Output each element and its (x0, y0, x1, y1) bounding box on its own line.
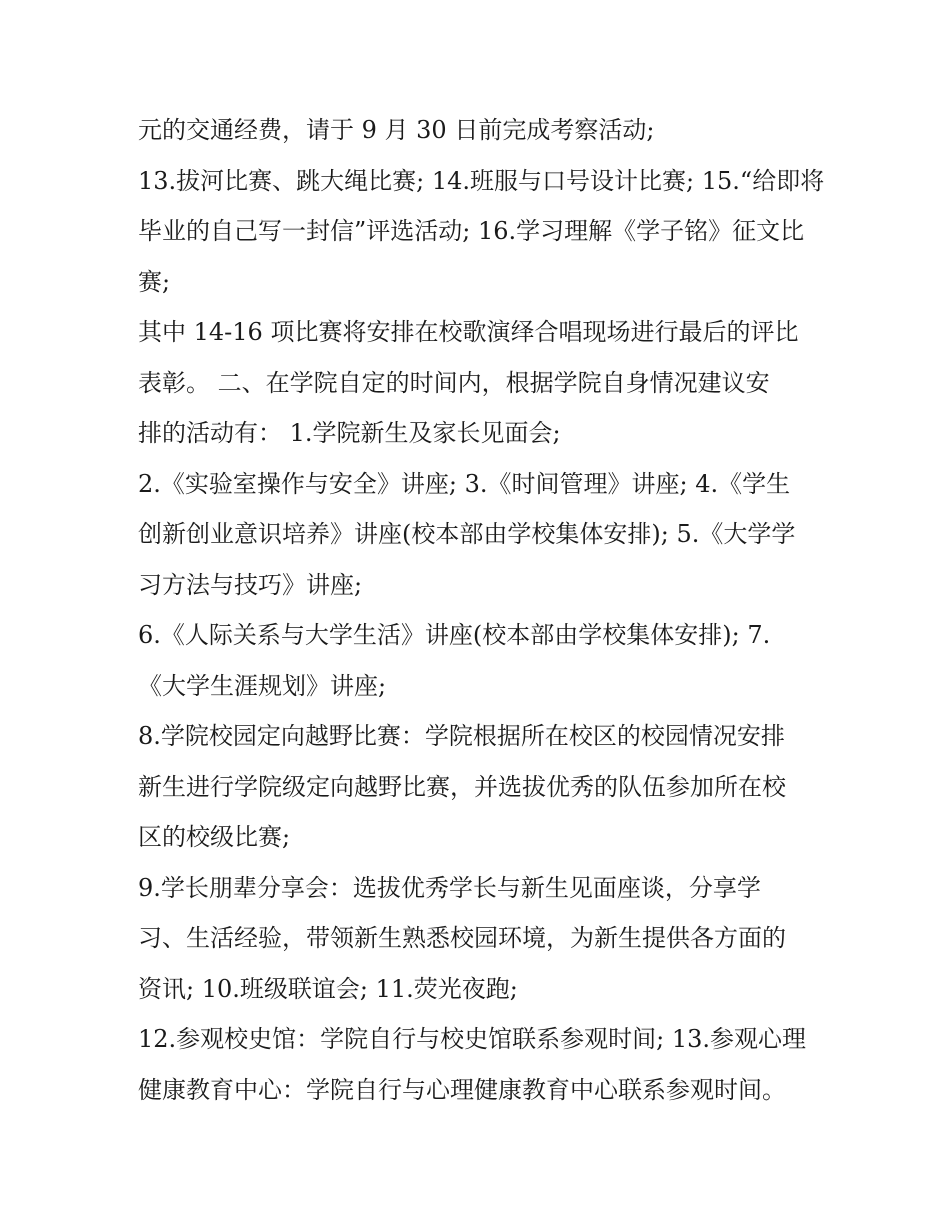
text-line-14: 新生进行学院级定向越野比赛，并选拔优秀的队伍参加所在校 (138, 772, 786, 801)
text-line-8: 2.《实验室操作与安全》讲座; 3.《时间管理》讲座; 4.《学生 (138, 469, 791, 498)
text-line-13: 8.学院校园定向越野比赛：学院根据所在校区的校园情况安排 (138, 722, 785, 750)
text-line-4: 赛; (138, 267, 171, 296)
text-line-2: 13.拔河比赛、跳大绳比赛; 14.班服与口号设计比赛; 15.“给即将 (138, 166, 825, 195)
text-line-10: 习方法与技巧》讲座; (138, 570, 363, 599)
text-line-12: 《大学生涯规划》讲座; (138, 671, 387, 700)
text-line-7: 排的活动有： 1.学院新生及家长见面会; (138, 419, 561, 447)
text-line-3: 毕业的自己写一封信”评选活动; 16.学习理解《学子铭》征文比 (138, 217, 805, 245)
text-line-11: 6.《人际关系与大学生活》讲座(校本部由学校集体安排); 7. (138, 621, 771, 649)
text-line-17: 习、生活经验，带领新生熟悉校园环境，为新生提供各方面的 (138, 924, 786, 952)
text-line-9: 创新创业意识培养》讲座(校本部由学校集体安排); 5.《大学学 (138, 520, 796, 548)
text-line-6: 表彰。 二、在学院自定的时间内，根据学院自身情况建议安 (138, 368, 770, 397)
text-line-16: 9.学长朋辈分享会：选拔优秀学长与新生见面座谈，分享学 (138, 873, 761, 902)
text-line-18: 资讯; 10.班级联谊会; 11.荧光夜跑; (138, 974, 518, 1003)
text-line-19: 12.参观校史馆：学院自行与校史馆联系参观时间; 13.参观心理 (138, 1025, 807, 1053)
text-line-1: 元的交通经费，请于 9 月 30 日前完成考察活动; (138, 116, 655, 144)
document-body (138, 105, 828, 1115)
text-line-5: 其中 14-16 项比赛将安排在校歌演绎合唱现场进行最后的评比 (138, 318, 799, 346)
text-line-20: 健康教育中心：学院自行与心理健康教育中心联系参观时间。 (138, 1075, 786, 1104)
text-line-15: 区的校级比赛; (138, 823, 291, 851)
